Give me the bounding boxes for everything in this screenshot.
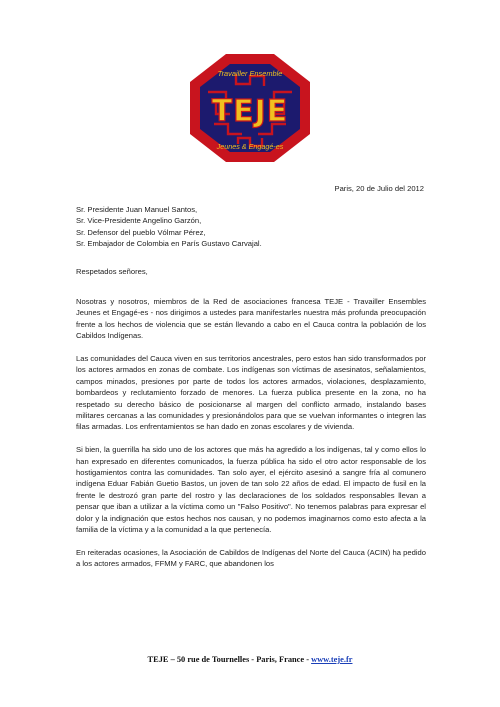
paragraph: Las comunidades del Cauca viven en sus territorios ancestrales, pero estos han sido transformados por los actores armados en zonas de combate. Los indígenas son víctimas de asesinatos, señalamientos, campos minados, presiones por parte de todos los actores armados, violaciones, desplazamiento, bombardeos y reclutamiento forzado de menores. La fuerza publica presente en la zona, no ha respetado su derecho básico de posicionarse al margen del conflicto armado, instalando bases militares cercanas a las comunidades y presionándolos para que se vuelvan informantes o integren las filas armadas. Los enfrentamientos se han dado en zonas escolares y de vivienda. bbox=[76, 354, 426, 432]
paragraph: En reiteradas ocasiones, la Asociación de Cabildos de Indígenas del Norte del Cauca (ACIN) ha pedido a los actores armados, FFMM y FARC, que abandonen los bbox=[76, 547, 426, 569]
letter-body bbox=[76, 296, 426, 581]
recipient-line: Sr. Vice-Presidente Angelino Garzón, bbox=[76, 216, 202, 226]
teje-logo bbox=[186, 52, 314, 164]
paragraph: Nosotras y nosotros, miembros de la Red de asociaciones francesa TEJE - Travailler Ensembles Jeunes et Engagé-es - nos dirigimos a ustedes para manifestarles nuestra más profunda preocupación frente a los hechos de violencia que se están llevando a cabo en el Cauca contra la población de los Cabildos Indígenas. bbox=[76, 297, 426, 341]
footer-website-link[interactable]: www.teje.fr bbox=[311, 655, 353, 664]
logo-acronym: TEJE bbox=[211, 94, 289, 129]
footer-address: – 50 rue de Tournelles - Paris, France - bbox=[168, 655, 312, 664]
footer-org: TEJE bbox=[147, 655, 169, 664]
footer bbox=[0, 655, 500, 664]
greeting: Respetados señores, bbox=[76, 267, 148, 276]
logo-top-text: Travailler Ensemble bbox=[217, 69, 283, 78]
recipient-line: Sr. Defensor del pueblo Vólmar Pérez, bbox=[76, 227, 206, 237]
paragraph: Si bien, la guerrilla ha sido uno de los actores que más ha agredido a los indígenas, tal y como ellos lo han expresado en diferentes comunicados, la fuerza pública ha sido el otro actor responsable de los hostigamientos contra las comunidades. Tan solo ayer, el ejército asesinó a sangre fría al comunero indígena Eduar Fabián Guetio Bastos, un joven de tan solo 22 años de edad. El impacto de fusil en la frente le destrozó gran parte del rostro y las declaraciones de los soldados responsables llevan a pensar que iban a utilizar a la víctima como un "Falso Positivo". No tenemos palabras para expresar el dolor y la indignación que estos hechos nos causan, y no podemos imaginarnos como esto afecta a la familia de la víctima y a la comunidad a la que pertenecía. bbox=[76, 445, 426, 535]
letter-date: Paris, 20 de Julio del 2012 bbox=[334, 184, 424, 193]
logo-bottom-text: Jeunes & Engagé-es bbox=[216, 142, 284, 151]
recipient-line: Sr. Presidente Juan Manuel Santos, bbox=[76, 205, 198, 214]
recipient-list bbox=[76, 204, 426, 250]
recipient-line: Sr. Embajador de Colombia en París Gustavo Carvajal. bbox=[76, 239, 262, 249]
